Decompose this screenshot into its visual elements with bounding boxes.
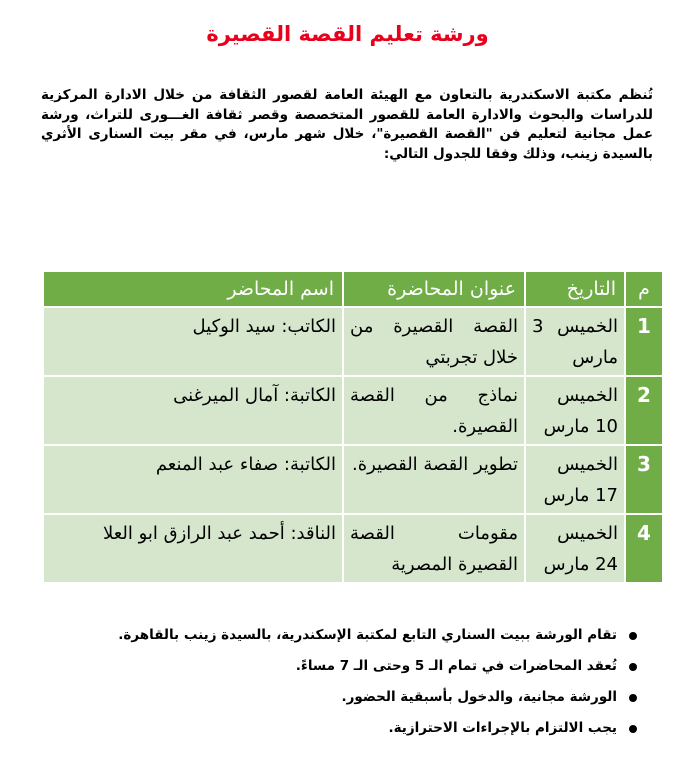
note-text: الورشة مجانية، والدخول بأسبقية الحضور.	[341, 689, 617, 705]
bullet-icon	[629, 725, 637, 733]
note-text: تُعقد المحاضرات في تمام الـ 5 وحتى الـ 7 مساءً.	[295, 658, 617, 674]
row-topic: نماذج من القصة القصيرة.	[343, 376, 525, 445]
row-number: 2	[625, 376, 663, 445]
row-number: 3	[625, 445, 663, 514]
note-text: يجب الالتزام بالإجراءات الاحترازية.	[388, 720, 617, 736]
header-number: م	[625, 271, 663, 307]
row-number: 4	[625, 514, 663, 583]
row-date: الخميس 17 مارس	[525, 445, 625, 514]
row-lecturer: الناقد: أحمد عبد الرازق ابو العلا	[43, 514, 343, 583]
page-title: ورشة تعليم القصة القصيرة	[206, 22, 489, 46]
table-row	[43, 307, 663, 376]
list-item	[43, 713, 653, 744]
row-number: 1	[625, 307, 663, 376]
row-lecturer: الكاتب: سيد الوكيل	[43, 307, 343, 376]
bullet-icon	[629, 694, 637, 702]
row-lecturer: الكاتبة: آمال الميرغنى	[43, 376, 343, 445]
table-row	[43, 445, 663, 514]
row-topic: مقومات القصة القصيرة المصرية	[343, 514, 525, 583]
table-row	[43, 514, 663, 583]
row-date: الخميس 10 مارس	[525, 376, 625, 445]
table-header-row	[43, 271, 663, 307]
list-item	[43, 651, 653, 682]
note-text: تقام الورشة ببيت السناري التابع لمكتبة الإسكندرية، بالسيدة زينب بالقاهرة.	[118, 627, 617, 643]
row-date: الخميس 3 مارس	[525, 307, 625, 376]
bullet-icon	[629, 663, 637, 671]
list-item	[43, 682, 653, 713]
notes-list	[43, 620, 653, 744]
intro-paragraph: تُنظم مكتبة الاسكندرية بالتعاون مع الهيئة العامة لقصور الثقافة من خلال الادارة المركزية للدراسات والبحوث والادارة العامة للقصور المتخصصة وقصر ثقافة الغـــورى للتراث، ورشة عمل مجانية لتعليم فن "القصة القصيرة"، خلال شهر مارس، في مقر بيت السنارى الأثري بالسيدة زينب، وذلك وفقا للجدول التالي:	[41, 87, 653, 162]
row-topic: تطوير القصة القصيرة.	[343, 445, 525, 514]
row-topic: القصة القصيرة من خلال تجربتي	[343, 307, 525, 376]
row-date: الخميس 24 مارس	[525, 514, 625, 583]
schedule-table	[42, 270, 664, 584]
table-row	[43, 376, 663, 445]
bullet-icon	[629, 632, 637, 640]
header-topic: عنوان المحاضرة	[343, 271, 525, 307]
row-lecturer: الكاتبة: صفاء عبد المنعم	[43, 445, 343, 514]
list-item	[43, 620, 653, 651]
header-lecturer: اسم المحاضر	[43, 271, 343, 307]
header-date: التاريخ	[525, 271, 625, 307]
